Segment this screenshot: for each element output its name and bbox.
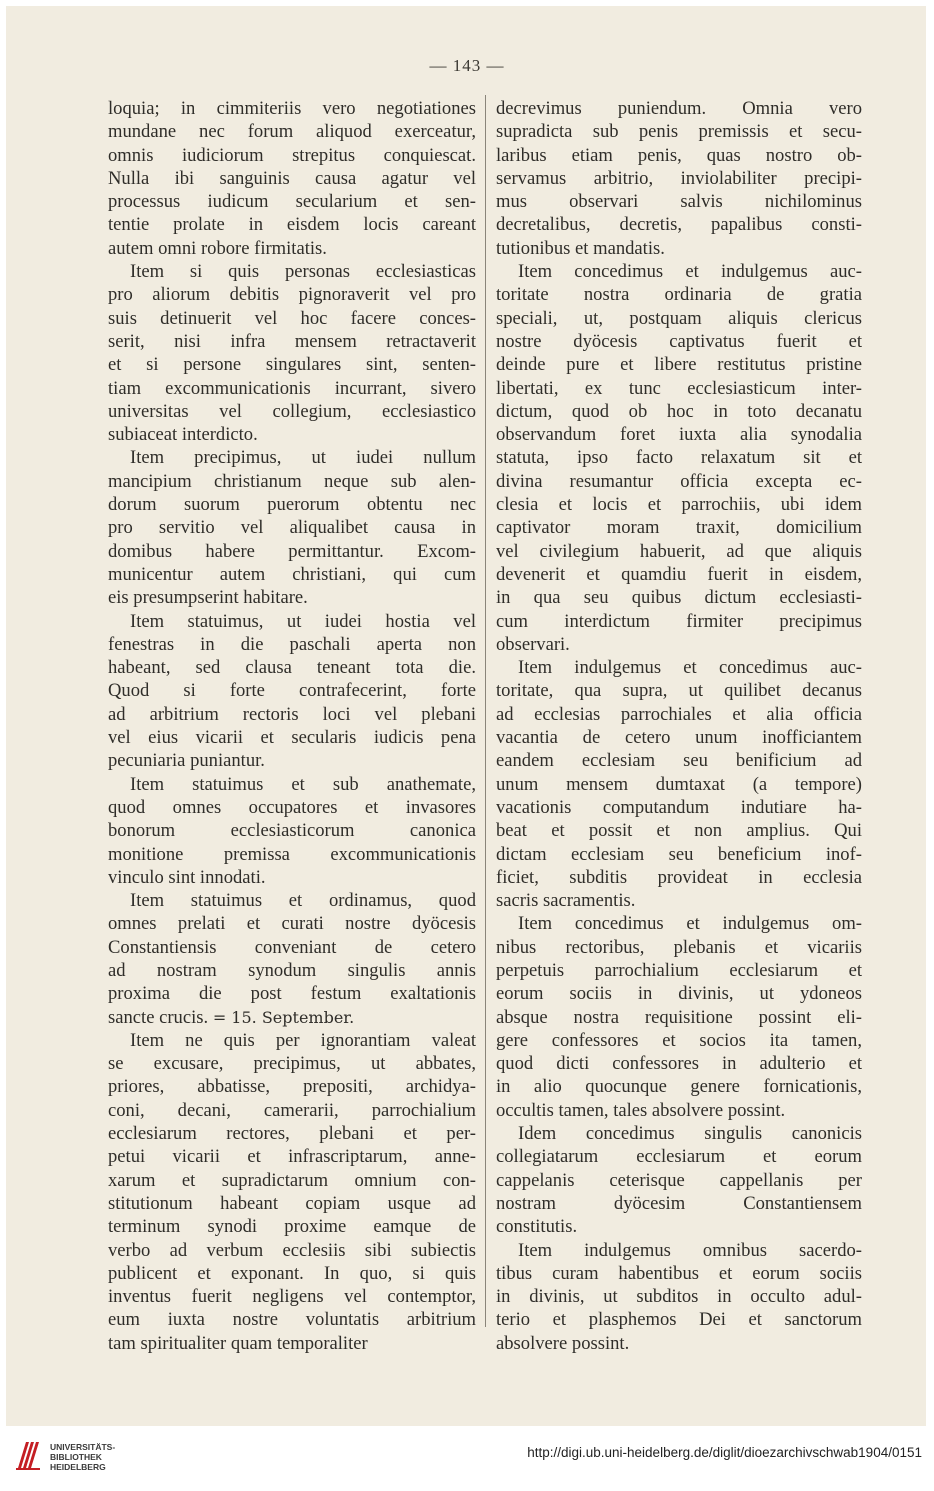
text-line xyxy=(108,866,476,889)
text-line xyxy=(108,982,476,1005)
text-line-content: absque nostra requisitione possint eli- xyxy=(496,1006,862,1028)
text-line xyxy=(108,749,476,772)
text-line-content: vel civilegium habuerit, ad que aliquis xyxy=(496,540,862,562)
text-line-content: eum iuxta nostre voluntatis arbitrium xyxy=(108,1309,476,1331)
text-line-content: vacantia de cetero unum inofficiantem xyxy=(496,727,862,749)
text-line-content: Idem concedimus singulis canonicis xyxy=(518,1123,862,1145)
text-line xyxy=(496,493,862,516)
text-line-content: Item statuimus, ut iudei hostia vel xyxy=(130,610,476,632)
text-line xyxy=(108,493,476,516)
text-line-content: dictam ecclesiam seu beneficium inof- xyxy=(496,843,862,865)
text-line-content: unum mensem dumtaxat (a tempore) xyxy=(496,773,862,795)
text-line xyxy=(496,633,862,656)
text-line xyxy=(496,1029,862,1052)
text-line xyxy=(496,190,862,213)
text-line xyxy=(496,260,862,283)
text-line-content: captivator moram traxit, domicilium xyxy=(496,517,862,539)
text-line-content: in divinis, ut subditos in occulto adul- xyxy=(496,1286,862,1308)
text-line xyxy=(496,330,862,353)
text-line-content: publicent et exponant. In quo, si quis xyxy=(108,1262,476,1284)
text-line-content: mundane nec forum aliquod exerceatur, xyxy=(108,121,476,143)
text-line-content: beat et possit et non amplius. Qui xyxy=(496,820,862,842)
text-line-content: occultis tamen, tales absolvere possint. xyxy=(496,1099,786,1121)
text-line-content: Item statuimus et sub anathemate, xyxy=(130,773,476,795)
text-line-content: eis presumpserint habitare. xyxy=(108,587,308,609)
text-line xyxy=(108,1308,476,1331)
text-line xyxy=(108,819,476,842)
text-line-content: tentie prolate in eisdem locis careant xyxy=(108,214,476,236)
text-line-content: speciali, ut, postquam aliquis clericus xyxy=(496,307,862,329)
text-line xyxy=(108,1169,476,1192)
text-line-content: et si persone singulares sint, senten- xyxy=(108,354,476,376)
text-line xyxy=(496,167,862,190)
text-line-content: se excusare, precipimus, ut abbates, xyxy=(108,1053,476,1075)
text-line-content: perpetuis parrochialium ecclesiarum et xyxy=(496,959,862,981)
text-line-content: vel eius vicarii et secularis iudicis pena xyxy=(108,727,476,749)
text-line xyxy=(108,656,476,679)
text-line xyxy=(496,213,862,236)
text-line xyxy=(496,773,862,796)
text-line xyxy=(108,889,476,912)
text-line xyxy=(496,889,862,912)
text-line-content: Item concedimus et indulgemus auc- xyxy=(518,261,862,283)
text-line xyxy=(496,400,862,423)
text-line-content: domibus habere permittantur. Excom- xyxy=(108,540,476,562)
marginal-date-note: = 15. September. xyxy=(212,1007,355,1027)
text-line xyxy=(108,260,476,283)
text-line-content: in qua seu quibus dictum ecclesiasti- xyxy=(496,587,862,609)
text-line xyxy=(108,97,476,120)
text-line-content: Quod si forte contrafecerint, forte xyxy=(108,680,476,702)
text-line xyxy=(496,982,862,1005)
text-line-content: supradicta sub penis premissis et secu- xyxy=(496,121,862,143)
text-line xyxy=(108,237,476,260)
text-line-content: cum interdictum firmiter precipimus xyxy=(496,610,862,632)
text-line-content: petui vicarii et infrascriptarum, anne- xyxy=(108,1146,476,1168)
left-column xyxy=(108,97,476,1355)
text-line xyxy=(108,400,476,423)
text-line xyxy=(496,749,862,772)
text-line xyxy=(496,1169,862,1192)
text-line-content: tutionibus et mandatis. xyxy=(496,237,665,259)
text-line-content: ad ecclesias parrochiales et alia officia xyxy=(496,703,862,725)
text-line xyxy=(496,144,862,167)
text-line-content: subiaceat interdicto. xyxy=(108,424,258,446)
text-line-content: terminum synodi proxime eamque de xyxy=(108,1216,476,1238)
text-line-content: dictum, quod ob hoc in toto decanatu xyxy=(496,400,862,422)
text-line xyxy=(496,470,862,493)
text-line-content: Item si quis personas ecclesiasticas xyxy=(130,261,476,283)
text-line xyxy=(108,330,476,353)
text-line-content: suis detinuerit vel hoc facere conces- xyxy=(108,307,476,329)
text-line xyxy=(496,446,862,469)
text-line-content: serit, nisi infra mensem retractaverit xyxy=(108,330,476,352)
text-line-content: processus iudicum secularium et sen- xyxy=(108,191,476,213)
text-line xyxy=(108,283,476,306)
text-line-content: quod omnes occupatores et invasores xyxy=(108,796,476,818)
text-line xyxy=(108,1145,476,1168)
text-line xyxy=(108,307,476,330)
text-line-content: vacationis computandum indutiare ha- xyxy=(496,796,862,818)
text-line xyxy=(496,1332,862,1355)
text-line-content: ecclesiarum rectores, plebani et per- xyxy=(108,1123,476,1145)
text-line-content: Nulla ibi sanguinis causa agatur vel xyxy=(108,167,476,189)
text-line xyxy=(108,610,476,633)
text-line-content: clesia et locis et parrochiis, ubi idem xyxy=(496,494,862,516)
text-line xyxy=(108,1075,476,1098)
text-line xyxy=(496,1239,862,1262)
text-line-content: priores, abbatisse, prepositi, archidya- xyxy=(108,1076,476,1098)
text-line xyxy=(108,1262,476,1285)
text-line-content: in alio quocunque genere fornicationis, xyxy=(496,1076,862,1098)
university-library-logo-icon xyxy=(12,1438,44,1476)
text-line xyxy=(108,120,476,143)
text-line-content: devenerit et quamdiu fuerit in eisdem, xyxy=(496,563,862,585)
library-name-line-3: HEIDELBERG xyxy=(50,1462,106,1472)
text-line-content: decretalibus, decretis, papalibus consti- xyxy=(496,214,862,236)
library-name-line-2: BIBLIOTHEK xyxy=(50,1452,102,1462)
text-line xyxy=(496,283,862,306)
text-line-content: collegiatarum ecclesiarum et eorum xyxy=(496,1146,862,1168)
column-divider xyxy=(485,95,486,1327)
text-line-content: Item concedimus et indulgemus om- xyxy=(518,913,862,935)
text-line-content: observandum foret iuxta alia synodalia xyxy=(496,424,862,446)
source-url[interactable]: http://digi.ub.uni-heidelberg.de/diglit/dioezarchivschwab1904/0151 xyxy=(527,1445,922,1460)
text-line-content: gere confessores et socios ita tamen, xyxy=(496,1029,862,1051)
text-line xyxy=(108,1029,476,1052)
text-line-content: eandem ecclesiam seu benificium ad xyxy=(496,750,862,772)
text-line xyxy=(108,796,476,819)
footer xyxy=(0,1426,934,1491)
text-line-content: bonorum ecclesiasticorum canonica xyxy=(108,820,476,842)
text-line-content: servamus arbitrio, inviolabiliter precipi- xyxy=(496,167,862,189)
text-line xyxy=(108,167,476,190)
text-line xyxy=(108,586,476,609)
page-number: — 143 — xyxy=(429,56,505,75)
text-line xyxy=(496,237,862,260)
text-line xyxy=(108,1006,476,1029)
text-line xyxy=(108,679,476,702)
text-line xyxy=(496,97,862,120)
text-line xyxy=(496,1075,862,1098)
text-line-content: nostram dyöcesim Constantiensem xyxy=(496,1192,862,1214)
text-line-content: Item statuimus et ordinamus, quod xyxy=(130,890,476,912)
text-line-content: coni, decani, camerarii, parrochialium xyxy=(108,1099,476,1121)
text-line xyxy=(496,1122,862,1145)
text-line xyxy=(496,796,862,819)
text-line-content: toritate nostra ordinaria de gratia xyxy=(496,284,862,306)
text-line xyxy=(108,726,476,749)
text-line-content: fenestras in die paschali aperta non xyxy=(108,633,476,655)
text-line-content: verbo ad verbum ecclesiis sibi subiectis xyxy=(108,1239,476,1261)
text-line-content: dorum suorum puerorum obtentu nec xyxy=(108,494,476,516)
text-line xyxy=(496,516,862,539)
text-line xyxy=(108,423,476,446)
text-line-content: ad nostram synodum singulis annis xyxy=(108,959,476,981)
text-line xyxy=(496,843,862,866)
text-line xyxy=(108,470,476,493)
text-line xyxy=(496,377,862,400)
text-line xyxy=(496,819,862,842)
text-line xyxy=(496,703,862,726)
text-line-content: absolvere possint. xyxy=(496,1332,630,1354)
text-line xyxy=(108,1239,476,1262)
text-line xyxy=(496,959,862,982)
text-line xyxy=(108,703,476,726)
text-line xyxy=(108,1215,476,1238)
library-name xyxy=(50,1442,115,1472)
text-line-content: quod dicti confessores in adulterio et xyxy=(496,1053,862,1075)
text-line-content: terio et plasphemos Dei et sanctorum xyxy=(496,1309,862,1331)
text-line xyxy=(496,912,862,935)
text-line xyxy=(496,866,862,889)
text-line xyxy=(496,1262,862,1285)
text-line xyxy=(496,1215,862,1238)
text-line-content: laribus etiam penis, quas nostro ob- xyxy=(496,144,862,166)
text-line xyxy=(108,1192,476,1215)
text-line-content: sacris sacramentis. xyxy=(496,890,636,912)
text-line-content: mancipium christianum neque sub alen- xyxy=(108,470,476,492)
text-line-content: ficiet, subditis provideat in ecclesia xyxy=(496,866,862,888)
text-line xyxy=(496,540,862,563)
text-line-content: loquia; in cimmiteriis vero negotiationes xyxy=(108,98,476,119)
text-line xyxy=(496,353,862,376)
text-line-content: Item ne quis per ignorantiam valeat xyxy=(130,1029,476,1051)
right-column xyxy=(496,97,862,1355)
text-line-content: libertati, ex tunc ecclesiasticum inter- xyxy=(496,377,862,399)
text-line-content: decrevimus puniendum. Omnia vero xyxy=(496,98,862,119)
text-line xyxy=(108,1122,476,1145)
text-line-content: divina resumantur officia excepta ec- xyxy=(496,470,862,492)
text-line-content: tam spiritualiter quam temporaliter xyxy=(108,1332,368,1354)
text-line xyxy=(108,144,476,167)
text-line-content: deinde pure et libere restitutus pristine xyxy=(496,354,862,376)
text-line xyxy=(108,912,476,935)
text-line-content: stitutionum habeant copiam usque ad xyxy=(108,1192,476,1214)
text-line-content: universitas vel collegium, ecclesiastico xyxy=(108,400,476,422)
text-line xyxy=(108,843,476,866)
text-line xyxy=(496,423,862,446)
text-line-content: eorum sociis in divinis, ut ydoneos xyxy=(496,983,862,1005)
text-line-content: omnis iudiciorum strepitus conquiescat. xyxy=(108,144,476,166)
text-line-content: nibus rectoribus, plebanis et vicariis xyxy=(496,936,862,958)
text-line-content: monitione premissa excommunicationis xyxy=(108,843,476,865)
library-name-line-1: UNIVERSITÄTS- xyxy=(50,1442,116,1452)
text-line-content: pecuniaria puniantur. xyxy=(108,750,265,772)
text-line xyxy=(108,1052,476,1075)
text-line xyxy=(108,936,476,959)
text-line-content: tibus curam habentibus et eorum sociis xyxy=(496,1262,862,1284)
text-line xyxy=(108,213,476,236)
text-line xyxy=(108,773,476,796)
text-line xyxy=(108,563,476,586)
text-line-content: autem omni robore firmitatis. xyxy=(108,237,327,259)
text-line xyxy=(108,446,476,469)
text-line xyxy=(496,563,862,586)
text-line-content: Item indulgemus et concedimus auc- xyxy=(518,657,862,679)
text-line xyxy=(496,586,862,609)
text-line xyxy=(108,516,476,539)
text-line-content: nostre dyöcesis captivatus fuerit et xyxy=(496,330,862,352)
text-line-content: constitutis. xyxy=(496,1216,578,1238)
text-line-content: Constantiensis conveniant de cetero xyxy=(108,936,476,958)
text-line xyxy=(108,540,476,563)
text-line xyxy=(496,1285,862,1308)
text-line-content: Item precipimus, ut iudei nullum xyxy=(130,447,476,469)
text-line xyxy=(496,1192,862,1215)
text-line-content: toritate, qua supra, ut quilibet decanus xyxy=(496,680,862,702)
text-line-content: omnes prelati et curati nostre dyöcesis xyxy=(108,913,476,935)
text-line-content: cappelanis ceterisque cappellanis per xyxy=(496,1169,862,1191)
text-line-content: tiam excommunicationis incurrant, sivero xyxy=(108,377,476,399)
text-line xyxy=(108,633,476,656)
text-line-content: pro servitio vel aliqualibet causa in xyxy=(108,517,476,539)
text-line xyxy=(496,726,862,749)
text-line-content: xarum et supradictarum omnium con- xyxy=(108,1169,476,1191)
text-line xyxy=(496,307,862,330)
text-line-content: inventus fuerit negligens vel contemptor, xyxy=(108,1286,476,1308)
text-line xyxy=(496,610,862,633)
text-line xyxy=(496,1006,862,1029)
text-line-content: mus observari salvis nichilominus xyxy=(496,191,862,213)
text-line-content: municentur autem christiani, qui cum xyxy=(108,563,476,585)
text-line xyxy=(496,679,862,702)
text-line xyxy=(496,120,862,143)
text-line-content: observari. xyxy=(496,633,570,655)
text-line-content: vinculo sint innodati. xyxy=(108,866,266,888)
text-line-content: habeant, sed clausa teneant tota die. xyxy=(108,657,476,679)
text-line-content: Item indulgemus omnibus sacerdo- xyxy=(518,1239,862,1261)
text-line-content: sancte crucis. xyxy=(108,1006,209,1028)
text-line xyxy=(496,1052,862,1075)
text-line xyxy=(108,353,476,376)
text-line-content: proxima die post festum exaltationis xyxy=(108,983,476,1005)
text-line xyxy=(108,1332,476,1355)
text-line-content: statuta, ipso facto relaxatum sit et xyxy=(496,447,862,469)
text-line-content: pro aliorum debitis pignoraverit vel pro xyxy=(108,284,476,306)
text-line xyxy=(496,1308,862,1331)
text-line xyxy=(496,936,862,959)
text-line xyxy=(496,656,862,679)
text-line-content: ad arbitrium rectoris loci vel plebani xyxy=(108,703,476,725)
text-line xyxy=(496,1145,862,1168)
text-line xyxy=(108,1099,476,1122)
text-line xyxy=(108,377,476,400)
text-line xyxy=(108,959,476,982)
text-line xyxy=(496,1099,862,1122)
text-line xyxy=(108,1285,476,1308)
text-line xyxy=(108,190,476,213)
